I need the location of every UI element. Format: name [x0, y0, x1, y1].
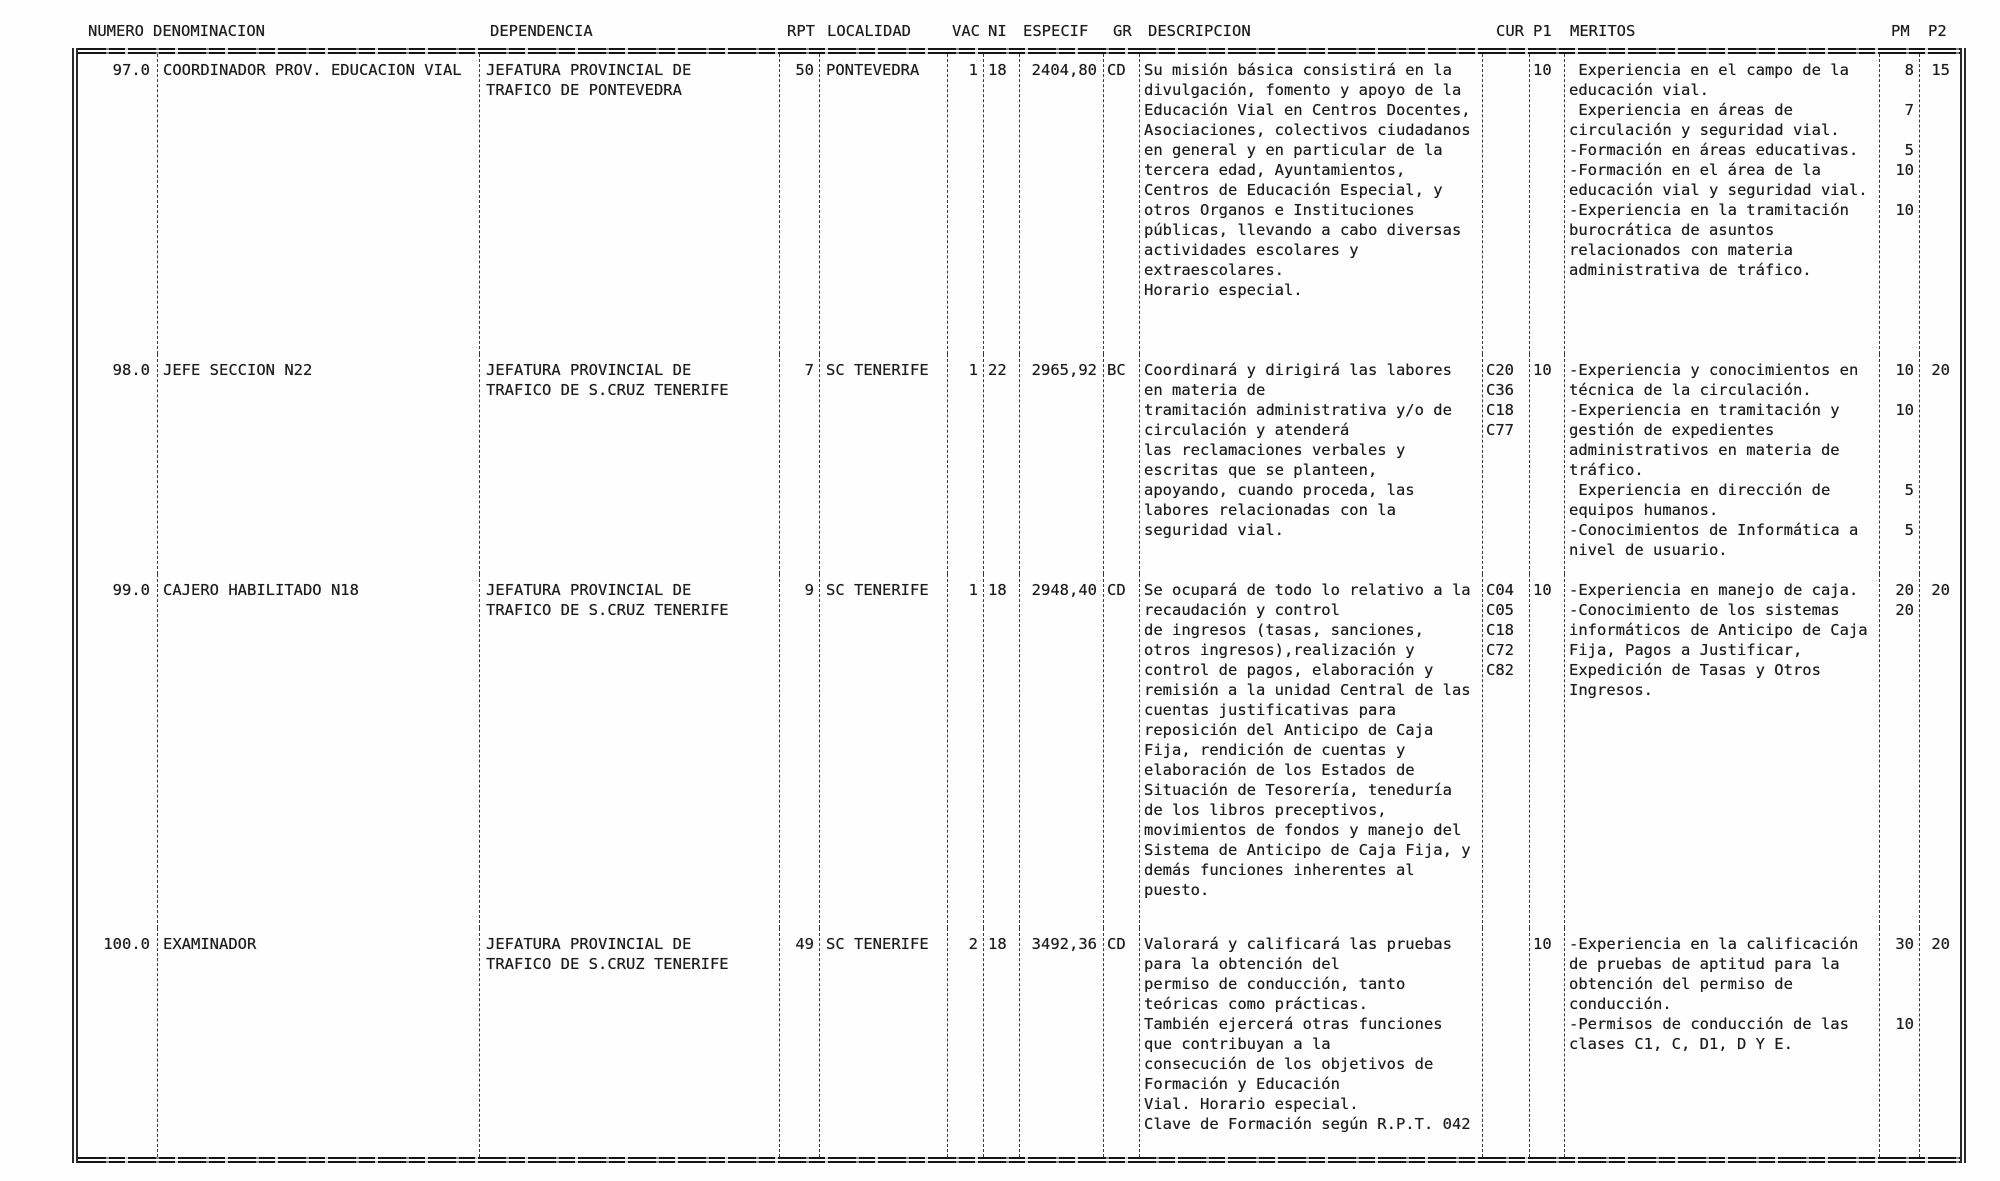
text-line: cuentas justificativas para — [1144, 701, 1396, 719]
cell-vac — [948, 354, 984, 574]
cell-rpt — [780, 354, 820, 574]
text-line: -Experiencia en la calificación — [1569, 935, 1859, 953]
table-bottom-border-line — [78, 1161, 1960, 1163]
cell-meritos — [1565, 928, 1880, 1157]
text-line — [1920, 540, 1950, 560]
cell-gr — [1104, 574, 1140, 928]
text-line — [1920, 460, 1950, 480]
text-line: 10 — [1533, 361, 1552, 379]
text-line: 49 — [795, 935, 814, 953]
cell-gr — [1104, 354, 1140, 574]
text-line — [1920, 520, 1950, 540]
text-line: 20 — [1931, 361, 1950, 379]
col-header-denominacion: DENOMINACION — [153, 22, 265, 40]
cell-p1 — [1530, 574, 1565, 928]
text-line: Formación y Educación — [1144, 1075, 1340, 1093]
text-line: otros Organos e Instituciones — [1144, 201, 1415, 219]
text-line: apoyando, cuando proceda, las — [1144, 481, 1415, 499]
cell-p2 — [1920, 928, 1956, 1157]
text-line: 5 — [1904, 521, 1914, 539]
cell-meritos — [1565, 54, 1880, 354]
text-line — [1880, 180, 1914, 200]
cell-cur — [1483, 574, 1530, 928]
cell-gr — [1104, 928, 1140, 1157]
text-line: educación vial y seguridad vial. — [1569, 181, 1868, 199]
text-line: Valorará y calificará las pruebas — [1144, 935, 1452, 953]
col-header-vac: VAC — [952, 22, 980, 40]
cell-meritos — [1565, 354, 1880, 574]
text-line — [1920, 140, 1950, 160]
text-line — [1920, 220, 1950, 240]
text-line: 10 — [1895, 1015, 1914, 1033]
text-line: 1 — [968, 361, 978, 379]
text-line: 10 — [1533, 61, 1552, 79]
text-line — [1920, 440, 1950, 460]
table-row — [78, 928, 1960, 1157]
text-line — [1920, 80, 1950, 100]
text-line — [1880, 500, 1914, 520]
cell-ni — [984, 354, 1020, 574]
cell-dependencia — [480, 54, 780, 354]
cell-dependencia — [480, 928, 780, 1157]
text-line: Clave de Formación según R.P.T. 042 — [1144, 1115, 1471, 1133]
text-line: obtención del permiso de — [1569, 975, 1793, 993]
text-line: circulación y seguridad vial. — [1569, 121, 1840, 139]
text-line: 8 — [1904, 61, 1914, 79]
text-line: COORDINADOR PROV. EDUCACION VIAL — [163, 61, 462, 79]
text-line: en materia de — [1144, 381, 1266, 399]
text-line: educación vial. — [1569, 81, 1709, 99]
text-line: Fija, rendición de cuentas y — [1144, 741, 1406, 759]
text-line — [1880, 540, 1914, 560]
cell-especif — [1020, 928, 1104, 1157]
text-line — [1920, 600, 1950, 620]
text-line: SC TENERIFE — [826, 935, 929, 953]
text-line — [1920, 100, 1950, 120]
text-line: 50 — [795, 61, 814, 79]
text-line: consecución de los objetivos de — [1144, 1055, 1434, 1073]
table-bottom-border-line — [78, 1157, 1960, 1159]
text-line: -Experiencia en la tramitación — [1569, 201, 1849, 219]
text-line: Centros de Educación Especial, y — [1144, 181, 1443, 199]
text-line: SC TENERIFE — [826, 581, 929, 599]
cell-rpt — [780, 574, 820, 928]
text-line — [1920, 240, 1950, 260]
text-line: 20 — [1895, 581, 1914, 599]
text-line: teóricas como prácticas. — [1144, 995, 1368, 1013]
text-line: -Conocimiento de los sistemas — [1569, 601, 1840, 619]
cell-pm — [1880, 928, 1920, 1157]
text-line: remisión a la unidad Central de las — [1144, 681, 1471, 699]
cell-numero — [78, 354, 158, 574]
cell-pm — [1880, 354, 1920, 574]
text-line: movimientos de fondos y manejo del — [1144, 821, 1462, 839]
cell-cur — [1483, 928, 1530, 1157]
text-line: TRAFICO DE PONTEVEDRA — [486, 81, 682, 99]
text-line — [1880, 954, 1914, 974]
cell-localidad — [820, 928, 948, 1157]
text-line: 18 — [988, 935, 1007, 953]
text-line: PONTEVEDRA — [826, 61, 920, 79]
col-header-numero: NUMERO — [88, 22, 144, 40]
cell-pm — [1880, 54, 1920, 354]
text-line: C18 — [1486, 621, 1514, 639]
cell-numero — [78, 574, 158, 928]
text-line: 2948,40 — [1031, 581, 1097, 599]
text-line — [1920, 260, 1950, 280]
col-header-dependencia: DEPENDENCIA — [490, 22, 593, 40]
text-line: 5 — [1904, 141, 1914, 159]
text-line: elaboración de los Estados de — [1144, 761, 1415, 779]
text-line: JEFE SECCION N22 — [163, 361, 313, 379]
text-line: Vial. Horario especial. — [1144, 1095, 1359, 1113]
text-line: C77 — [1486, 421, 1514, 439]
text-line: BC — [1107, 361, 1126, 379]
text-line: 10 — [1895, 361, 1914, 379]
col-header-gr: GR — [1113, 22, 1132, 40]
col-header-p2: P2 — [1928, 22, 1947, 40]
text-line: JEFATURA PROVINCIAL DE — [486, 581, 692, 599]
text-line — [1880, 420, 1914, 440]
text-line: C18 — [1486, 401, 1514, 419]
text-line — [1880, 220, 1914, 240]
text-line: 22 — [988, 361, 1007, 379]
text-line: 3492,36 — [1031, 935, 1097, 953]
text-line — [1920, 660, 1950, 680]
text-line: de los libros preceptivos, — [1144, 801, 1387, 819]
col-header-rpt: RPT — [787, 22, 815, 40]
cell-p2 — [1920, 54, 1956, 354]
text-line — [1880, 240, 1914, 260]
text-line: También ejercerá otras funciones — [1144, 1015, 1443, 1033]
col-header-cur: CUR — [1496, 22, 1524, 40]
text-line: -Experiencia en manejo de caja. — [1569, 581, 1859, 599]
text-line: Expedición de Tasas y Otros — [1569, 661, 1821, 679]
text-line: que contribuyan a la — [1144, 1035, 1331, 1053]
text-line: Se ocupará de todo lo relativo a la — [1144, 581, 1471, 599]
text-line: de ingresos (tasas, sanciones, — [1144, 621, 1424, 639]
text-line — [1880, 440, 1914, 460]
text-line: 99.0 — [112, 581, 150, 599]
text-line: 2 — [968, 935, 978, 953]
text-line: CD — [1107, 61, 1126, 79]
cell-vac — [948, 928, 984, 1157]
cell-denominacion — [158, 928, 480, 1157]
text-line: las reclamaciones verbales y — [1144, 441, 1406, 459]
col-header-descripcion: DESCRIPCION — [1148, 22, 1251, 40]
col-header-meritos: MERITOS — [1570, 22, 1636, 40]
text-line: permiso de conducción, tanto — [1144, 975, 1406, 993]
text-line: TRAFICO DE S.CRUZ TENERIFE — [486, 955, 729, 973]
text-line — [1880, 120, 1914, 140]
text-line — [1920, 620, 1950, 640]
text-line — [1880, 680, 1914, 700]
text-line: Horario especial. — [1144, 281, 1303, 299]
text-line: tercera edad, Ayuntamientos, — [1144, 161, 1406, 179]
table-body — [78, 54, 1960, 1157]
text-line: Fija, Pagos a Justificar, — [1569, 641, 1803, 659]
text-line: tramitación administrativa y/o de — [1144, 401, 1452, 419]
cell-ni — [984, 928, 1020, 1157]
cell-vac — [948, 574, 984, 928]
cell-localidad — [820, 574, 948, 928]
cell-cur — [1483, 354, 1530, 574]
cell-rpt — [780, 928, 820, 1157]
text-line: -Permisos de conducción de las — [1569, 1015, 1849, 1033]
cell-especif — [1020, 574, 1104, 928]
text-line: JEFATURA PROVINCIAL DE — [486, 935, 692, 953]
text-line: Asociaciones, colectivos ciudadanos — [1144, 121, 1471, 139]
cell-localidad — [820, 354, 948, 574]
cell-p1 — [1530, 354, 1565, 574]
text-line: C05 — [1486, 601, 1514, 619]
cell-cur — [1483, 54, 1530, 354]
text-line: 18 — [988, 61, 1007, 79]
text-line: 20 — [1895, 601, 1914, 619]
text-line: 15 — [1931, 61, 1950, 79]
text-line: técnica de la circulación. — [1569, 381, 1812, 399]
text-line: 10 — [1533, 935, 1552, 953]
text-line — [1880, 994, 1914, 1014]
text-line: C36 — [1486, 381, 1514, 399]
text-line: Educación Vial en Centros Docentes, — [1144, 101, 1471, 119]
text-line — [1920, 400, 1950, 420]
text-line: Situación de Tesorería, teneduría — [1144, 781, 1452, 799]
positions-table — [72, 48, 1966, 1163]
text-line: Sistema de Anticipo de Caja Fija, y — [1144, 841, 1471, 859]
text-line — [1920, 640, 1950, 660]
text-line: clases C1, C, D1, D Y E. — [1569, 1035, 1793, 1053]
text-line: 10 — [1895, 401, 1914, 419]
text-line: otros ingresos),realización y — [1144, 641, 1415, 659]
text-line: 7 — [1904, 101, 1914, 119]
text-line: C82 — [1486, 661, 1514, 679]
text-line — [1920, 380, 1950, 400]
text-line: divulgación, fomento y apoyo de la — [1144, 81, 1462, 99]
text-line — [1920, 1014, 1950, 1034]
text-line: 1 — [968, 61, 978, 79]
text-line: 2404,80 — [1031, 61, 1097, 79]
text-line — [1920, 994, 1950, 1014]
text-line: informáticos de Anticipo de Caja — [1569, 621, 1868, 639]
cell-ni — [984, 574, 1020, 928]
text-line: 20 — [1931, 935, 1950, 953]
text-line: circulación y atenderá — [1144, 421, 1350, 439]
text-line: actividades escolares y — [1144, 241, 1359, 259]
cell-especif — [1020, 354, 1104, 574]
text-line — [1920, 480, 1950, 500]
cell-rpt — [780, 54, 820, 354]
text-line: 18 — [988, 581, 1007, 599]
text-line: reposición del Anticipo de Caja — [1144, 721, 1434, 739]
text-line: 10 — [1895, 201, 1914, 219]
text-line: CD — [1107, 581, 1126, 599]
text-line: Experiencia en dirección de — [1569, 481, 1831, 499]
text-line — [1880, 260, 1914, 280]
text-line: Coordinará y dirigirá las labores — [1144, 361, 1452, 379]
text-line: 98.0 — [112, 361, 150, 379]
cell-dependencia — [480, 574, 780, 928]
text-line: de pruebas de aptitud para la — [1569, 955, 1840, 973]
text-line: administrativa de tráfico. — [1569, 261, 1812, 279]
text-line — [1880, 620, 1914, 640]
cell-gr — [1104, 54, 1140, 354]
text-line: JEFATURA PROVINCIAL DE — [486, 61, 692, 79]
text-line: TRAFICO DE S.CRUZ TENERIFE — [486, 601, 729, 619]
text-line: 10 — [1895, 161, 1914, 179]
text-line — [1880, 460, 1914, 480]
text-line: JEFATURA PROVINCIAL DE — [486, 361, 692, 379]
text-line: en general y en particular de la — [1144, 141, 1443, 159]
text-line: puesto. — [1144, 881, 1210, 899]
text-line: Ingresos. — [1569, 681, 1653, 699]
text-line — [1880, 1034, 1914, 1054]
text-line: equipos humanos. — [1569, 501, 1719, 519]
text-line — [1880, 80, 1914, 100]
cell-p1 — [1530, 54, 1565, 354]
text-line: C20 — [1486, 361, 1514, 379]
text-line: conducción. — [1569, 995, 1672, 1013]
text-line — [1920, 680, 1950, 700]
table-row — [78, 54, 1960, 354]
text-line: C04 — [1486, 581, 1514, 599]
cell-numero — [78, 54, 158, 354]
text-line: 7 — [804, 361, 814, 379]
text-line — [1920, 180, 1950, 200]
text-line — [1920, 120, 1950, 140]
cell-p1 — [1530, 928, 1565, 1157]
text-line: -Experiencia en tramitación y — [1569, 401, 1840, 419]
cell-dependencia — [480, 354, 780, 574]
text-line: EXAMINADOR — [163, 935, 257, 953]
text-line: Su misión básica consistirá en la — [1144, 61, 1452, 79]
text-line: -Formación en áreas educativas. — [1569, 141, 1859, 159]
text-line: -Conocimientos de Informática a — [1569, 521, 1859, 539]
text-line: administrativos en materia de — [1569, 441, 1840, 459]
cell-pm — [1880, 574, 1920, 928]
text-line: 97.0 — [112, 61, 150, 79]
cell-descripcion — [1140, 354, 1483, 574]
text-line: seguridad vial. — [1144, 521, 1284, 539]
text-line — [1920, 974, 1950, 994]
text-line — [1920, 160, 1950, 180]
text-line: 100.0 — [103, 935, 150, 953]
text-line: 30 — [1895, 935, 1914, 953]
text-line — [1920, 954, 1950, 974]
text-line: relacionados con materia — [1569, 241, 1793, 259]
text-line — [1880, 380, 1914, 400]
col-header-localidad: LOCALIDAD — [827, 22, 911, 40]
cell-p2 — [1920, 574, 1956, 928]
cell-numero — [78, 928, 158, 1157]
text-line: -Experiencia y conocimientos en — [1569, 361, 1859, 379]
cell-descripcion — [1140, 574, 1483, 928]
text-line: 5 — [1904, 481, 1914, 499]
table-row — [78, 574, 1960, 928]
text-line: Experiencia en el campo de la — [1569, 61, 1849, 79]
text-line — [1880, 640, 1914, 660]
text-line: TRAFICO DE S.CRUZ TENERIFE — [486, 381, 729, 399]
text-line: recaudación y control — [1144, 601, 1340, 619]
text-line: labores relacionadas con la — [1144, 501, 1396, 519]
col-header-pm: PM — [1891, 22, 1910, 40]
col-header-ni: NI — [988, 22, 1007, 40]
text-line: burocrática de asuntos — [1569, 221, 1775, 239]
cell-descripcion — [1140, 928, 1483, 1157]
text-line: 10 — [1533, 581, 1552, 599]
text-line: CAJERO HABILITADO N18 — [163, 581, 359, 599]
col-header-especif: ESPECIF — [1023, 22, 1089, 40]
text-line: control de pagos, elaboración y — [1144, 661, 1434, 679]
text-line — [1880, 660, 1914, 680]
cell-descripcion — [1140, 54, 1483, 354]
text-line: gestión de expedientes — [1569, 421, 1775, 439]
text-line: públicas, llevando a cabo diversas — [1144, 221, 1462, 239]
column-headers — [0, 22, 2000, 44]
text-line: nivel de usuario. — [1569, 541, 1728, 559]
cell-denominacion — [158, 354, 480, 574]
cell-ni — [984, 54, 1020, 354]
text-line: 9 — [804, 581, 814, 599]
text-line — [1920, 420, 1950, 440]
cell-p2 — [1920, 354, 1956, 574]
col-header-p1: P1 — [1533, 22, 1552, 40]
cell-denominacion — [158, 574, 480, 928]
text-line: para la obtención del — [1144, 955, 1340, 973]
text-line — [1880, 974, 1914, 994]
text-line: C72 — [1486, 641, 1514, 659]
cell-denominacion — [158, 54, 480, 354]
text-line — [1920, 1034, 1950, 1054]
text-line: Experiencia en áreas de — [1569, 101, 1793, 119]
text-line: escritas que se planteen, — [1144, 461, 1378, 479]
cell-meritos — [1565, 574, 1880, 928]
table-row — [78, 354, 1960, 574]
cell-especif — [1020, 54, 1104, 354]
text-line — [1920, 200, 1950, 220]
text-line: tráfico. — [1569, 461, 1644, 479]
text-line — [1920, 500, 1950, 520]
text-line: 1 — [968, 581, 978, 599]
text-line: demás funciones inherentes al — [1144, 861, 1415, 879]
text-line: 2965,92 — [1031, 361, 1097, 379]
text-line: -Formación en el área de la — [1569, 161, 1821, 179]
cell-localidad — [820, 54, 948, 354]
text-line: extraescolares. — [1144, 261, 1284, 279]
text-line: 20 — [1931, 581, 1950, 599]
text-line: SC TENERIFE — [826, 361, 929, 379]
table-top-border-line — [78, 48, 1960, 50]
cell-vac — [948, 54, 984, 354]
text-line: CD — [1107, 935, 1126, 953]
